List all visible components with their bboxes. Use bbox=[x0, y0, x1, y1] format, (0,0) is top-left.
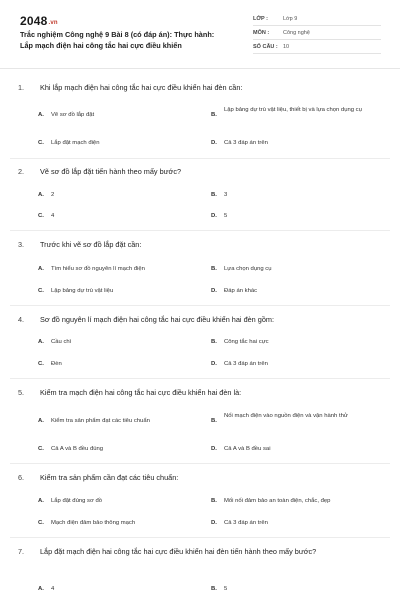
question-separator bbox=[10, 230, 390, 231]
option-text: Đèn bbox=[51, 361, 62, 367]
option-letter: C. bbox=[38, 288, 44, 294]
meta-count-key: SỐ CÂU : bbox=[253, 44, 278, 50]
option-letter: B. bbox=[211, 192, 217, 198]
quiz-title-line-1: Trắc nghiệm Công nghệ 9 Bài 8 (có đáp án): Thực hành: bbox=[20, 30, 215, 39]
meta-subject-value: Công nghệ bbox=[283, 30, 310, 36]
question-1 bbox=[18, 82, 388, 93]
option-letter: A. bbox=[38, 339, 44, 345]
option-text: Cả 3 đáp án trên bbox=[224, 140, 268, 146]
option-text: Lập bảng dự trù vật liệu, thiết bị và lựa chọn dụng cụ bbox=[224, 107, 362, 113]
option-text: 4 bbox=[51, 213, 55, 219]
question-3 bbox=[18, 239, 388, 250]
site-logo[interactable] bbox=[20, 14, 58, 28]
option-letter: B. bbox=[211, 266, 217, 272]
question-2 bbox=[18, 166, 388, 177]
option-text: Cả 3 đáp án trên bbox=[224, 520, 268, 526]
option-text: Lập bảng dự trù vật liệu bbox=[51, 288, 114, 294]
option-text: Cả A và B đều đúng bbox=[51, 446, 104, 452]
option-letter: C. bbox=[38, 520, 44, 526]
option-text: Vẽ sơ đồ lắp đặt bbox=[51, 112, 95, 118]
question-text: Kiểm tra sản phẩm cần đạt các tiêu chuẩn: bbox=[40, 473, 179, 482]
question-separator bbox=[10, 537, 390, 538]
question-separator bbox=[10, 378, 390, 379]
meta-count-row bbox=[253, 42, 381, 54]
meta-subject-row bbox=[253, 28, 381, 40]
option-letter: B. bbox=[211, 112, 217, 118]
option-letter: D. bbox=[211, 446, 217, 452]
option-text: Lắp đặt mạch điện bbox=[51, 140, 100, 146]
option-text: Tìm hiểu sơ đồ nguyên lí mạch điện bbox=[51, 266, 145, 272]
option-letter: C. bbox=[38, 361, 44, 367]
option-letter: A. bbox=[38, 266, 44, 272]
option-letter: C. bbox=[38, 213, 44, 219]
question-number: 6. bbox=[18, 473, 25, 482]
question-6 bbox=[18, 472, 388, 483]
question-7 bbox=[18, 546, 388, 557]
option-text: Mối nối đảm bảo an toàn điện, chắc, đẹp bbox=[224, 498, 331, 504]
meta-count-value: 10 bbox=[283, 44, 290, 50]
meta-subject-key: MÔN : bbox=[253, 30, 270, 36]
question-number: 4. bbox=[18, 315, 25, 324]
option-letter: D. bbox=[211, 520, 217, 526]
meta-class-value: Lớp 9 bbox=[283, 16, 298, 22]
option-text: Cả A và B đều sai bbox=[224, 446, 271, 452]
option-letter: B. bbox=[211, 586, 217, 592]
option-text: Cầu chì bbox=[51, 339, 72, 345]
logo-main: 2048 bbox=[20, 14, 48, 28]
option-letter: A. bbox=[38, 586, 44, 592]
option-text: Lắp đặt đúng sơ đồ bbox=[51, 498, 103, 504]
question-text: Vẽ sơ đồ lắp đặt tiến hành theo mấy bước? bbox=[40, 167, 182, 176]
option-text: Kiểm tra sản phẩm đạt các tiêu chuẩn bbox=[51, 418, 150, 424]
option-letter: B. bbox=[211, 418, 217, 424]
option-letter: C. bbox=[38, 140, 44, 146]
option-text: Đáp án khác bbox=[224, 288, 258, 294]
option-text: 3 bbox=[224, 192, 228, 198]
question-number: 1. bbox=[18, 83, 25, 92]
option-text: Công tắc hai cực bbox=[224, 339, 269, 345]
option-letter: D. bbox=[211, 140, 217, 146]
option-text: 5 bbox=[224, 586, 228, 592]
option-text: Nối mạch điện vào nguồn điện và vận hành thử bbox=[224, 413, 348, 419]
option-letter: C. bbox=[38, 446, 44, 452]
question-separator bbox=[10, 158, 390, 159]
question-text: Lắp đặt mạch điện hai công tắc hai cực điều khiển hai đèn tiến hành theo mấy bước? bbox=[40, 547, 317, 556]
option-letter: A. bbox=[38, 192, 44, 198]
option-text: Cả 3 đáp án trên bbox=[224, 361, 268, 367]
option-letter: A. bbox=[38, 498, 44, 504]
header-divider bbox=[0, 68, 400, 69]
question-separator bbox=[10, 305, 390, 306]
option-letter: A. bbox=[38, 418, 44, 424]
question-number: 7. bbox=[18, 547, 25, 556]
question-number: 3. bbox=[18, 240, 25, 249]
option-letter: D. bbox=[211, 288, 217, 294]
quiz-title-line-2: Lắp mạch điện hai công tắc hai cực điều khiển bbox=[20, 41, 182, 50]
question-text: Trước khi vẽ sơ đồ lắp đặt cần: bbox=[40, 240, 142, 249]
option-letter: A. bbox=[38, 112, 44, 118]
option-text: Mạch điện đảm bảo thông mạch bbox=[51, 520, 136, 526]
option-text: 2 bbox=[51, 192, 55, 198]
question-separator bbox=[10, 463, 390, 464]
option-text: 5 bbox=[224, 213, 228, 219]
question-number: 2. bbox=[18, 167, 25, 176]
option-letter: D. bbox=[211, 213, 217, 219]
option-letter: D. bbox=[211, 361, 217, 367]
question-number: 5. bbox=[18, 388, 25, 397]
option-text: Lựa chọn dụng cụ bbox=[224, 266, 272, 272]
option-letter: B. bbox=[211, 339, 217, 345]
question-text: Sơ đồ nguyên lí mạch điện hai công tắc hai cực điều khiển hai đèn gồm: bbox=[40, 315, 274, 324]
logo-suffix: .vn bbox=[48, 20, 58, 26]
option-text: 4 bbox=[51, 586, 55, 592]
question-5 bbox=[18, 387, 388, 398]
option-letter: B. bbox=[211, 498, 217, 504]
question-text: Kiểm tra mạch điện hai công tắc hai cực điều khiển hai đèn là: bbox=[40, 388, 242, 397]
question-text: Khi lắp mạch điện hai công tắc hai cực điều khiển hai đèn cần: bbox=[40, 83, 243, 92]
page-header bbox=[0, 0, 400, 64]
meta-class-row bbox=[253, 14, 381, 26]
meta-class-key: LỚP : bbox=[253, 16, 268, 22]
question-4 bbox=[18, 314, 388, 325]
